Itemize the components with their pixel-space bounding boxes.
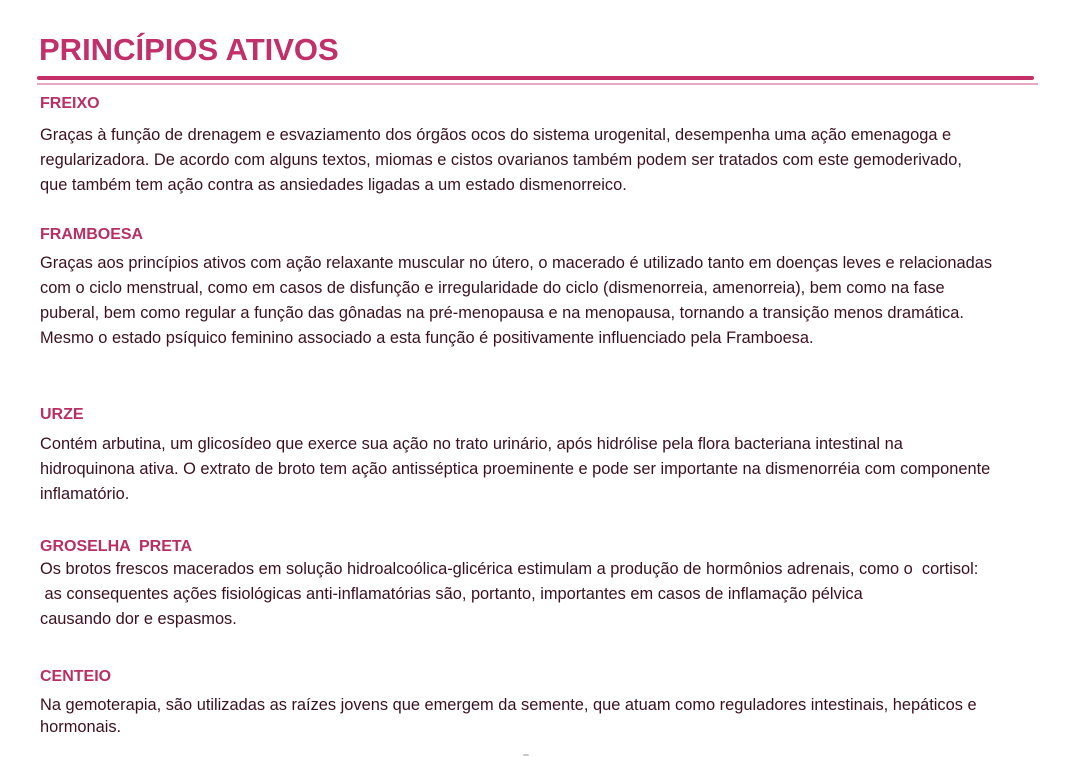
page-marker [523, 754, 529, 756]
text-line: Mesmo o estado psíquico feminino associado a esta função é positivamente influenciado pela Framboesa. [40, 329, 814, 347]
section-body [40, 432, 1050, 507]
text-line: com o ciclo menstrual, como em casos de disfunção e irregularidade do ciclo (dismenorreia, amenorreia), bem como na fase [40, 279, 945, 297]
section-framboesa [40, 225, 1050, 351]
text-line: causando dor e espasmos. [40, 610, 237, 628]
section-centeio [40, 667, 1050, 738]
section-body [40, 251, 1050, 351]
section-body [40, 123, 1050, 198]
text-line: que também tem ação contra as ansiedades ligadas a um estado dismenorreico. [40, 176, 627, 194]
text-line: hidroquinona ativa. O extrato de broto tem ação antisséptica proeminente e pode ser importante na dismenorréia com componente [40, 460, 991, 478]
text-line: inflamatório. [40, 485, 130, 503]
text-line: as consequentes ações fisiológicas anti-inflamatórias são, portanto, importantes em casos de inflamação pélvica [40, 585, 863, 603]
page-title: PRINCÍPIOS ATIVOS [39, 32, 339, 67]
text-line: Na gemoterapia, são utilizadas as raízes jovens que emergem da semente, que atuam como reguladores intestinais, hepáticos e [40, 696, 977, 714]
title-underline [37, 76, 1034, 80]
section-groselha-preta [40, 537, 1050, 632]
section-heading: FRAMBOESA [40, 226, 144, 243]
section-urze [40, 405, 1050, 507]
title-underline-secondary [37, 83, 1038, 85]
section-body [40, 694, 1050, 738]
section-heading: CENTEIO [40, 668, 112, 685]
section-heading: URZE [40, 406, 84, 423]
text-line: Graças à função de drenagem e esvaziamento dos órgãos ocos do sistema urogenital, desempenha uma ação emenagoga e [40, 126, 952, 144]
text-line: Os brotos frescos macerados em solução hidroalcoólica-glicérica estimulam a produção de hormônios adrenais, como o cortisol: [40, 560, 979, 578]
section-heading: GROSELHA PRETA [40, 538, 193, 555]
section-heading: FREIXO [40, 95, 100, 112]
text-line: Graças aos princípios ativos com ação relaxante muscular no útero, o macerado é utilizado tanto em doenças leves e relacionadas [40, 254, 993, 272]
text-line: puberal, bem como regular a função das gônadas na pré-menopausa e na menopausa, tornando a transição menos dramática. [40, 304, 964, 322]
text-line: Contém arbutina, um glicosídeo que exerce sua ação no trato urinário, após hidrólise pela flora bacteriana intestinal na [40, 435, 903, 453]
section-body [40, 557, 1050, 632]
text-line: regularizadora. De acordo com alguns textos, miomas e cistos ovarianos também podem ser tratados com este gemoderivado, [40, 151, 962, 169]
section-freixo [40, 94, 1050, 198]
text-line: hormonais. [40, 718, 122, 736]
